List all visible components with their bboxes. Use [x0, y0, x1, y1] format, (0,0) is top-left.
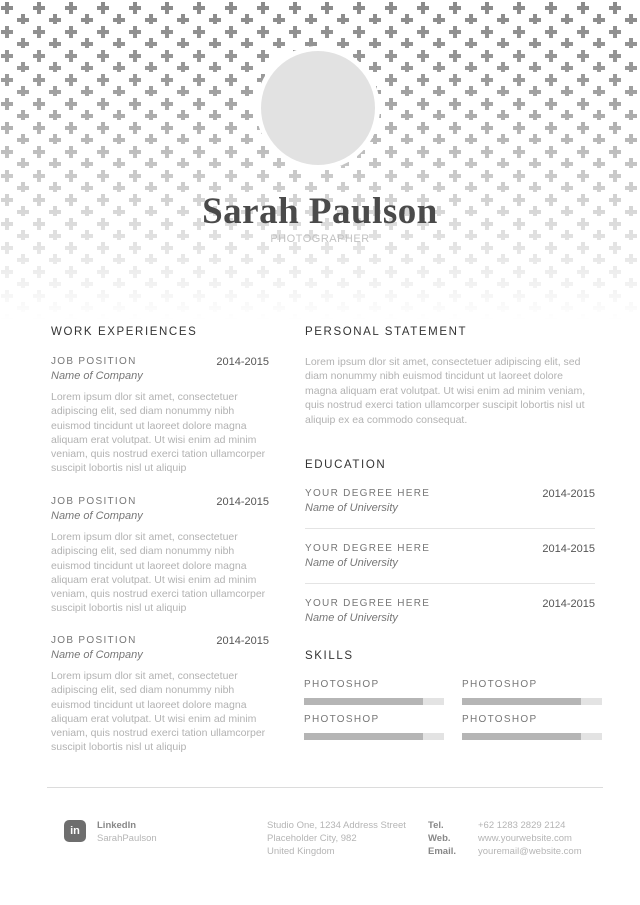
candidate-name: Sarah Paulson — [202, 191, 438, 232]
company-name: Name of Company — [51, 370, 143, 382]
degree-years: 2014-2015 — [542, 543, 595, 555]
email-label: Email. — [428, 846, 456, 857]
degree-title: YOUR DEGREE HERE — [305, 488, 431, 499]
skill-bar-fill — [462, 733, 581, 740]
skill-bar-track — [304, 698, 444, 705]
footer-divider — [47, 787, 603, 788]
skill-bar-track — [462, 698, 602, 705]
job-position: JOB POSITION — [51, 356, 137, 367]
website-link[interactable]: www.yourwebsite.com — [478, 833, 572, 844]
skill-label: PHOTOSHOP — [304, 679, 380, 690]
university-name: Name of University — [305, 502, 398, 514]
job-entry — [51, 496, 269, 615]
job-years: 2014-2015 — [216, 356, 269, 368]
divider — [305, 528, 595, 529]
address-line: Studio One, 1234 Address Street — [267, 820, 406, 831]
candidate-role: PHOTOGRAPHER — [270, 233, 370, 245]
skill-bar-fill — [304, 733, 423, 740]
skill-label: PHOTOSHOP — [462, 679, 538, 690]
job-description: Lorem ipsum dlor sit amet, consectetuer adipiscing elit, sed diam nonummy nibh euismod tincidunt ut laoreet dolore magna aliquam erat volutpat. Ut wisi enim ad minim veniam, quis nostrud exerci tation ullamcorper suscipit lobortis nisl ut aliquip — [51, 531, 266, 615]
university-name: Name of University — [305, 557, 398, 569]
degree-title: YOUR DEGREE HERE — [305, 543, 431, 554]
skill-bar-track — [462, 733, 602, 740]
web-label: Web. — [428, 833, 451, 844]
job-position: JOB POSITION — [51, 496, 137, 507]
skill-bar-track — [304, 733, 444, 740]
statement-text: Lorem ipsum dlor sit amet, consectetuer adipiscing elit, sed diam nonummy nibh euismod tincidunt ut laoreet dolore magna aliquam erat volutpat. Ut wisi enim ad minim veniam, quis nostrud exerci tation ullamcorper suscipit lobortis nisl ut aliquip ex ea commodo consequat. — [305, 356, 586, 426]
phone-number[interactable]: +62 1283 2829 2124 — [478, 820, 566, 831]
job-entry — [51, 635, 269, 754]
job-description: Lorem ipsum dlor sit amet, consectetuer adipiscing elit, sed diam nonummy nibh euismod tincidunt ut laoreet dolore magna aliquam erat volutpat. Ut wisi enim ad minim veniam, quis nostrud exerci tation ullamcorper suscipit lobortis nisl ut aliquip — [51, 391, 266, 475]
address-line: United Kingdom — [267, 846, 335, 857]
profile-photo-placeholder — [256, 46, 380, 170]
company-name: Name of Company — [51, 649, 143, 661]
degree-years: 2014-2015 — [542, 488, 595, 500]
university-name: Name of University — [305, 612, 398, 624]
divider — [305, 583, 595, 584]
job-description: Lorem ipsum dlor sit amet, consectetuer adipiscing elit, sed diam nonummy nibh euismod tincidunt ut laoreet dolore magna aliquam erat volutpat. Ut wisi enim ad minim veniam, quis nostrud exerci tation ullamcorper suscipit lobortis nisl ut aliquip — [51, 670, 266, 754]
tel-label: Tel. — [428, 820, 444, 831]
linkedin-icon[interactable]: in — [64, 820, 86, 842]
job-position: JOB POSITION — [51, 635, 137, 646]
linkedin-label: LinkedIn — [97, 820, 137, 831]
address-line: Placeholder City, 982 — [267, 833, 357, 844]
skill-bar-fill — [304, 698, 423, 705]
company-name: Name of Company — [51, 510, 143, 522]
skill-label: PHOTOSHOP — [462, 714, 538, 725]
job-years: 2014-2015 — [216, 635, 269, 647]
degree-title: YOUR DEGREE HERE — [305, 598, 431, 609]
job-years: 2014-2015 — [216, 496, 269, 508]
education-section-title: EDUCATION — [305, 459, 387, 471]
header — [0, 0, 640, 320]
email-link[interactable]: youremail@website.com — [478, 846, 582, 857]
skill-label: PHOTOSHOP — [304, 714, 380, 725]
work-section-title: WORK EXPERIENCES — [51, 326, 198, 338]
degree-years: 2014-2015 — [542, 598, 595, 610]
linkedin-handle[interactable]: SarahPaulson — [97, 833, 157, 844]
skills-section-title: SKILLS — [305, 650, 354, 662]
job-entry — [51, 356, 269, 475]
statement-section-title: PERSONAL STATEMENT — [305, 326, 468, 338]
skill-bar-fill — [462, 698, 581, 705]
